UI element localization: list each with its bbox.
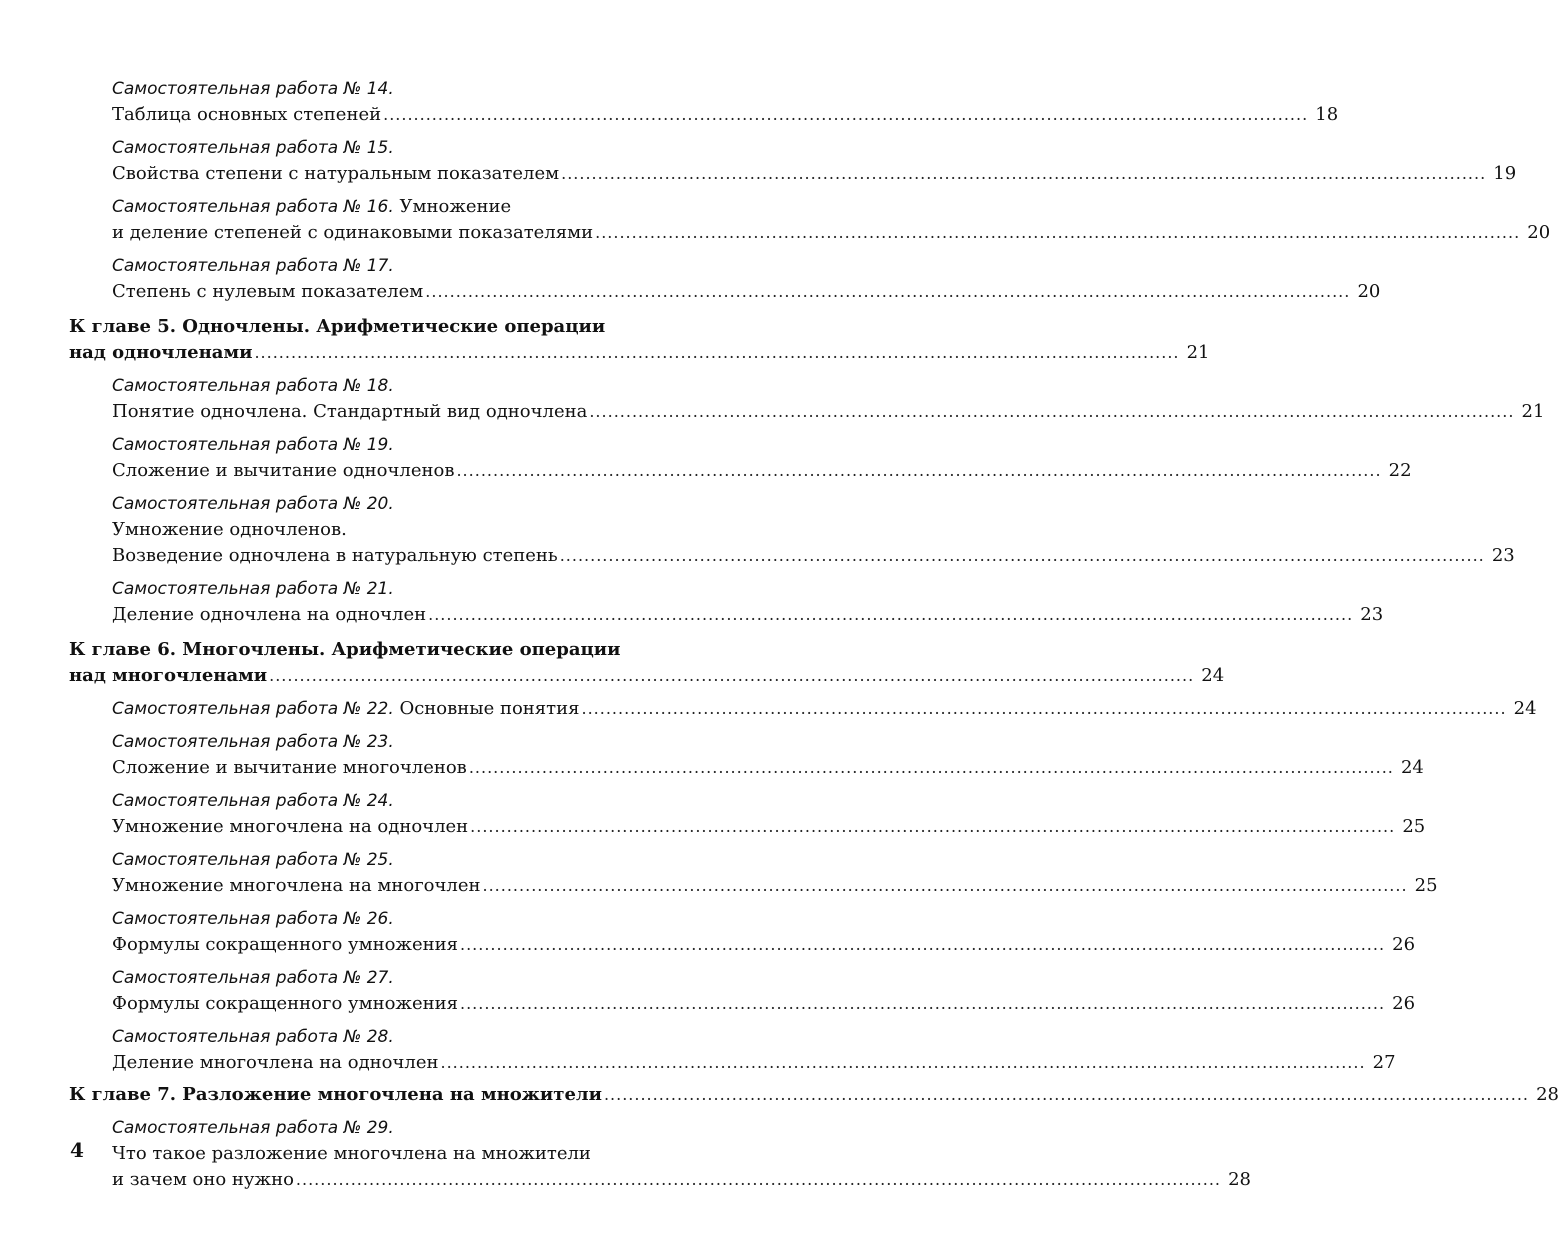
toc-page-number: 21 — [1186, 342, 1210, 363]
toc-entry — [112, 194, 1551, 246]
table-of-contents — [69, 76, 1559, 1193]
toc-entry — [112, 965, 1416, 1017]
toc-entry — [112, 847, 1438, 899]
toc-entry-title: Сложение и вычитание одночленов — [112, 460, 455, 481]
toc-entry — [112, 373, 1545, 425]
toc-entry-title: Основные понятия — [393, 698, 580, 719]
dot-leader: ........................................................................................................................................................ — [383, 105, 1309, 124]
toc-entry — [112, 1115, 1251, 1193]
independent-work-label: Самостоятельная работа № 19. — [112, 435, 394, 455]
independent-work-label: Самостоятельная работа № 21. — [112, 579, 394, 599]
dot-leader: ........................................................................................................................................................ — [269, 666, 1195, 685]
toc-page-number: 24 — [1513, 698, 1537, 719]
independent-work-label: Самостоятельная работа № 26. — [112, 909, 394, 929]
toc-entry-title: Деление многочлена на одночлен — [112, 1052, 439, 1073]
toc-entry-title: Возведение одночлена в натуральную степень — [112, 545, 558, 566]
toc-entry-line — [112, 873, 1438, 899]
toc-entry-line — [112, 1167, 1251, 1193]
dot-leader: ........................................................................................................................................................ — [425, 282, 1351, 301]
toc-entry-title: Умножение многочлена на одночлен — [112, 816, 469, 837]
toc-entry-title: Формулы сокращенного умножения — [112, 934, 458, 955]
toc-entry-line — [112, 991, 1416, 1017]
toc-entry-line — [112, 399, 1545, 425]
dot-leader: ........................................................................................................................................................ — [482, 876, 1408, 895]
independent-work-label: Самостоятельная работа № 17. — [112, 256, 394, 276]
independent-work-label: Самостоятельная работа № 29. — [112, 1118, 394, 1138]
toc-entry-line — [112, 220, 1551, 246]
toc-entry-title: Свойства степени с натуральным показателем — [112, 163, 560, 184]
toc-page-number: 22 — [1388, 460, 1412, 481]
chapter-title-tail: над одночленами — [69, 342, 253, 363]
dot-leader: ........................................................................................................................................................ — [460, 994, 1386, 1013]
toc-entry-line — [112, 279, 1381, 305]
independent-work-label: Самостоятельная работа № 20. — [112, 494, 394, 514]
toc-entry-title: и зачем оно нужно — [112, 1169, 294, 1190]
toc-entry-title: Сложение и вычитание многочленов — [112, 757, 467, 778]
toc-entry — [112, 76, 1339, 128]
toc-entry — [112, 1024, 1396, 1076]
dot-leader: ........................................................................................................................................................ — [595, 223, 1521, 242]
toc-entry-line — [112, 161, 1517, 187]
independent-work-label: Самостоятельная работа № 24. — [112, 791, 394, 811]
toc-entry — [112, 253, 1381, 305]
toc-page-number: 28 — [1536, 1084, 1559, 1105]
independent-work-label: Самостоятельная работа № 15. — [112, 138, 394, 158]
toc-entry-title: и деление степеней с одинаковыми показателями — [112, 222, 594, 243]
independent-work-label: Самостоятельная работа № 18. — [112, 376, 394, 396]
dot-leader: ........................................................................................................................................................ — [456, 461, 1382, 480]
independent-work-label: Самостоятельная работа № 16. — [112, 197, 394, 217]
toc-page-number: 26 — [1392, 934, 1416, 955]
dot-leader: ........................................................................................................................................................ — [440, 1053, 1366, 1072]
toc-page-number: 18 — [1315, 104, 1339, 125]
toc-page-number: 28 — [1228, 1169, 1251, 1190]
toc-entry — [112, 788, 1426, 840]
toc-entry-title-start: Умножение — [393, 196, 512, 217]
toc-entry-line — [112, 814, 1426, 840]
chapter-title-line2 — [69, 340, 1210, 366]
chapter-5-heading — [69, 314, 1210, 366]
toc-entry-line — [112, 102, 1339, 128]
toc-entry — [112, 696, 1537, 722]
toc-page-number: 25 — [1402, 816, 1426, 837]
dot-leader: ........................................................................................................................................................ — [561, 164, 1487, 183]
dot-leader: ........................................................................................................................................................ — [254, 343, 1180, 362]
dot-leader: ........................................................................................................................................................ — [470, 817, 1396, 836]
toc-entry-line — [112, 543, 1515, 569]
toc-entry-title: Таблица основных степеней — [112, 104, 382, 125]
toc-entry-title-line — [112, 696, 579, 722]
toc-entry-line — [112, 932, 1416, 958]
dot-leader: ........................................................................................................................................................ — [468, 758, 1394, 777]
toc-page-number: 26 — [1392, 993, 1416, 1014]
toc-entry-extra: Умножение одночленов. — [112, 519, 347, 540]
independent-work-label: Самостоятельная работа № 23. — [112, 732, 394, 752]
dot-leader: ........................................................................................................................................................ — [428, 605, 1354, 624]
dot-leader: ........................................................................................................................................................ — [603, 1085, 1529, 1104]
toc-entry-line — [112, 1050, 1396, 1076]
toc-entry-line — [112, 696, 1537, 722]
toc-page-number: 23 — [1491, 545, 1515, 566]
toc-entry-title: Формулы сокращенного умножения — [112, 993, 458, 1014]
independent-work-label: Самостоятельная работа № 14. — [112, 79, 394, 99]
toc-entry — [112, 135, 1517, 187]
independent-work-label: Самостоятельная работа № 27. — [112, 968, 394, 988]
chapter-title-line1: К главе 6. Многочлены. Арифметические операции — [69, 639, 621, 660]
toc-entry — [112, 432, 1412, 484]
toc-entry-line — [112, 755, 1424, 781]
independent-work-label: Самостоятельная работа № 22. — [112, 699, 394, 719]
dot-leader: ........................................................................................................................................................ — [581, 699, 1507, 718]
toc-page-number: 23 — [1360, 604, 1384, 625]
chapter-title-line1 — [69, 1082, 1559, 1108]
page-number: 4 — [70, 1138, 84, 1162]
independent-work-label: Самостоятельная работа № 25. — [112, 850, 394, 870]
toc-entry — [112, 729, 1424, 781]
toc-entry-title: Степень с нулевым показателем — [112, 281, 424, 302]
toc-page-number: 21 — [1521, 401, 1545, 422]
dot-leader: ........................................................................................................................................................ — [559, 546, 1485, 565]
toc-entry-line — [112, 458, 1412, 484]
independent-work-line — [112, 194, 727, 220]
toc-page-number: 27 — [1372, 1052, 1396, 1073]
chapter-title-tail: над многочленами — [69, 665, 268, 686]
toc-page-number: 24 — [1400, 757, 1424, 778]
chapter-6-heading — [69, 637, 1225, 689]
dot-leader: ........................................................................................................................................................ — [460, 935, 1386, 954]
chapter-title: К главе 7. Разложение многочлена на множители — [69, 1084, 602, 1105]
toc-entry — [112, 906, 1416, 958]
toc-page-number: 19 — [1493, 163, 1517, 184]
toc-entry-title: Деление одночлена на одночлен — [112, 604, 427, 625]
independent-work-label: Самостоятельная работа № 28. — [112, 1027, 394, 1047]
chapter-title-line1: К главе 5. Одночлены. Арифметические операции — [69, 316, 606, 337]
toc-entry — [112, 491, 1515, 569]
toc-page-number: 24 — [1201, 665, 1225, 686]
dot-leader: ........................................................................................................................................................ — [295, 1170, 1221, 1189]
chapter-title-line2 — [69, 663, 1225, 689]
dot-leader: ........................................................................................................................................................ — [589, 402, 1515, 421]
toc-entry-title: Умножение многочлена на многочлен — [112, 875, 481, 896]
toc-page-number: 25 — [1414, 875, 1438, 896]
toc-entry-title: Понятие одночлена. Стандартный вид одночлена — [112, 401, 588, 422]
chapter-7-heading — [69, 1082, 1559, 1108]
toc-page-number: 20 — [1527, 222, 1551, 243]
toc-page-number: 20 — [1357, 281, 1381, 302]
toc-entry-line — [112, 602, 1384, 628]
toc-entry-extra: Что такое разложение многочлена на множители — [112, 1143, 591, 1164]
toc-entry — [112, 576, 1384, 628]
